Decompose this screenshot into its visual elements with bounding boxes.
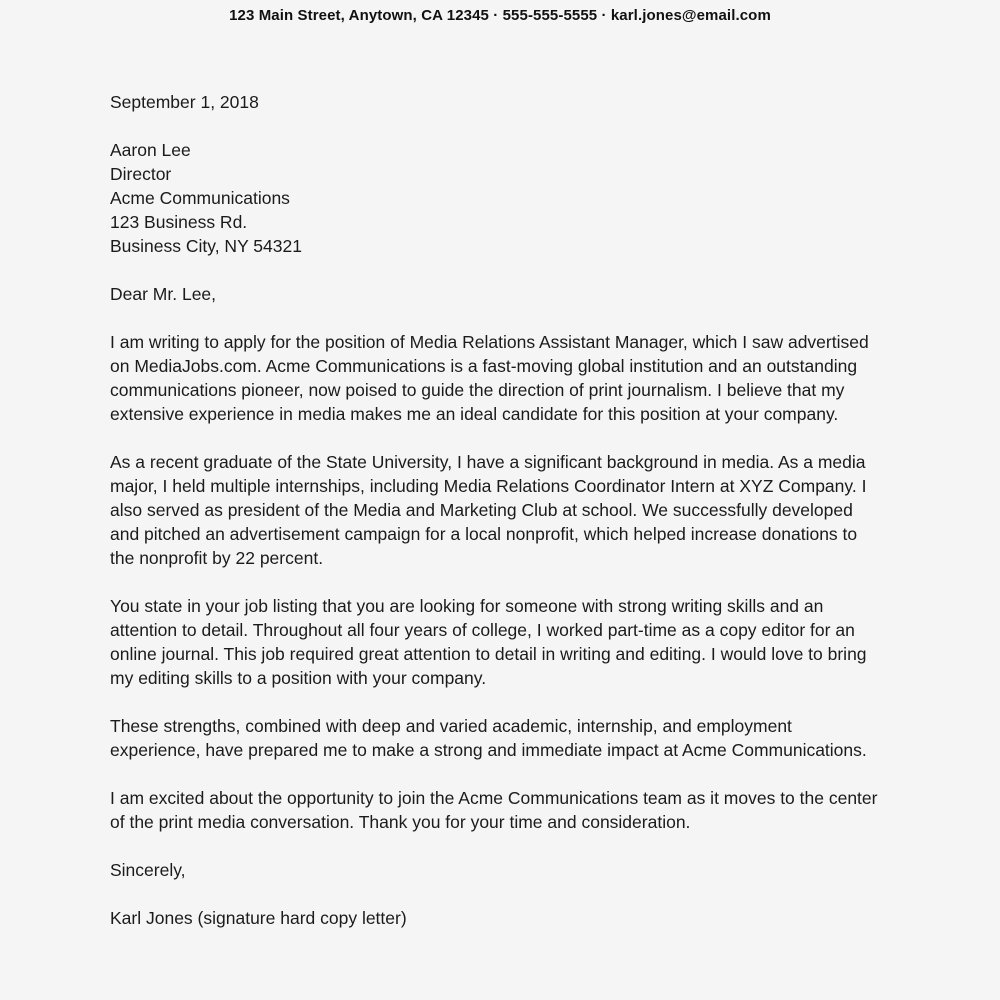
paragraph-strengths: These strengths, combined with deep and varied academic, internship, and employment experience, have prepared me to make a strong and immediate impact at Acme Communications. bbox=[110, 716, 867, 760]
recipient-name: Aaron Lee bbox=[110, 140, 191, 160]
signature-line: Karl Jones (signature hard copy letter) bbox=[110, 908, 407, 928]
salutation: Dear Mr. Lee, bbox=[110, 284, 217, 304]
letter-body bbox=[110, 90, 882, 930]
paragraph-intro: I am writing to apply for the position of Media Relations Assistant Manager, which I saw advertised on MediaJobs.com. Acme Communications is a fast-moving global institution and an outstanding communications pioneer, now poised to guide the direction of print journalism. I believe that my extensive experience in media makes me an ideal candidate for this position at your company. bbox=[110, 332, 869, 424]
letter-date: September 1, 2018 bbox=[110, 92, 259, 112]
letterhead-contact-line: 123 Main Street, Anytown, CA 12345 · 555-555-5555 · karl.jones@email.com bbox=[229, 7, 771, 24]
recipient-title: Director bbox=[110, 164, 172, 184]
recipient-city: Business City, NY 54321 bbox=[110, 236, 302, 256]
paragraph-education: As a recent graduate of the State University, I have a significant background in media. As a media major, I held multiple internships, including Media Relations Coordinator Intern at XYZ Company. I also served as president of the Media and Marketing Club at school. We successfully developed and pitched an advertisement campaign for a local nonprofit, which helped increase donations to the nonprofit by 22 percent. bbox=[110, 452, 867, 568]
paragraph-skills: You state in your job listing that you are looking for someone with strong writing skills and an attention to detail. Throughout all four years of college, I worked part-time as a copy editor for an online journal. This job required great attention to detail in writing and editing. I would love to bring my editing skills to a position with your company. bbox=[110, 596, 867, 688]
paragraph-closing: I am excited about the opportunity to join the Acme Communications team as it moves to the center of the print media conversation. Thank you for your time and consideration. bbox=[110, 788, 878, 832]
recipient-company: Acme Communications bbox=[110, 188, 290, 208]
recipient-address-block bbox=[110, 138, 882, 258]
complimentary-close: Sincerely, bbox=[110, 860, 186, 880]
recipient-street: 123 Business Rd. bbox=[110, 212, 248, 232]
